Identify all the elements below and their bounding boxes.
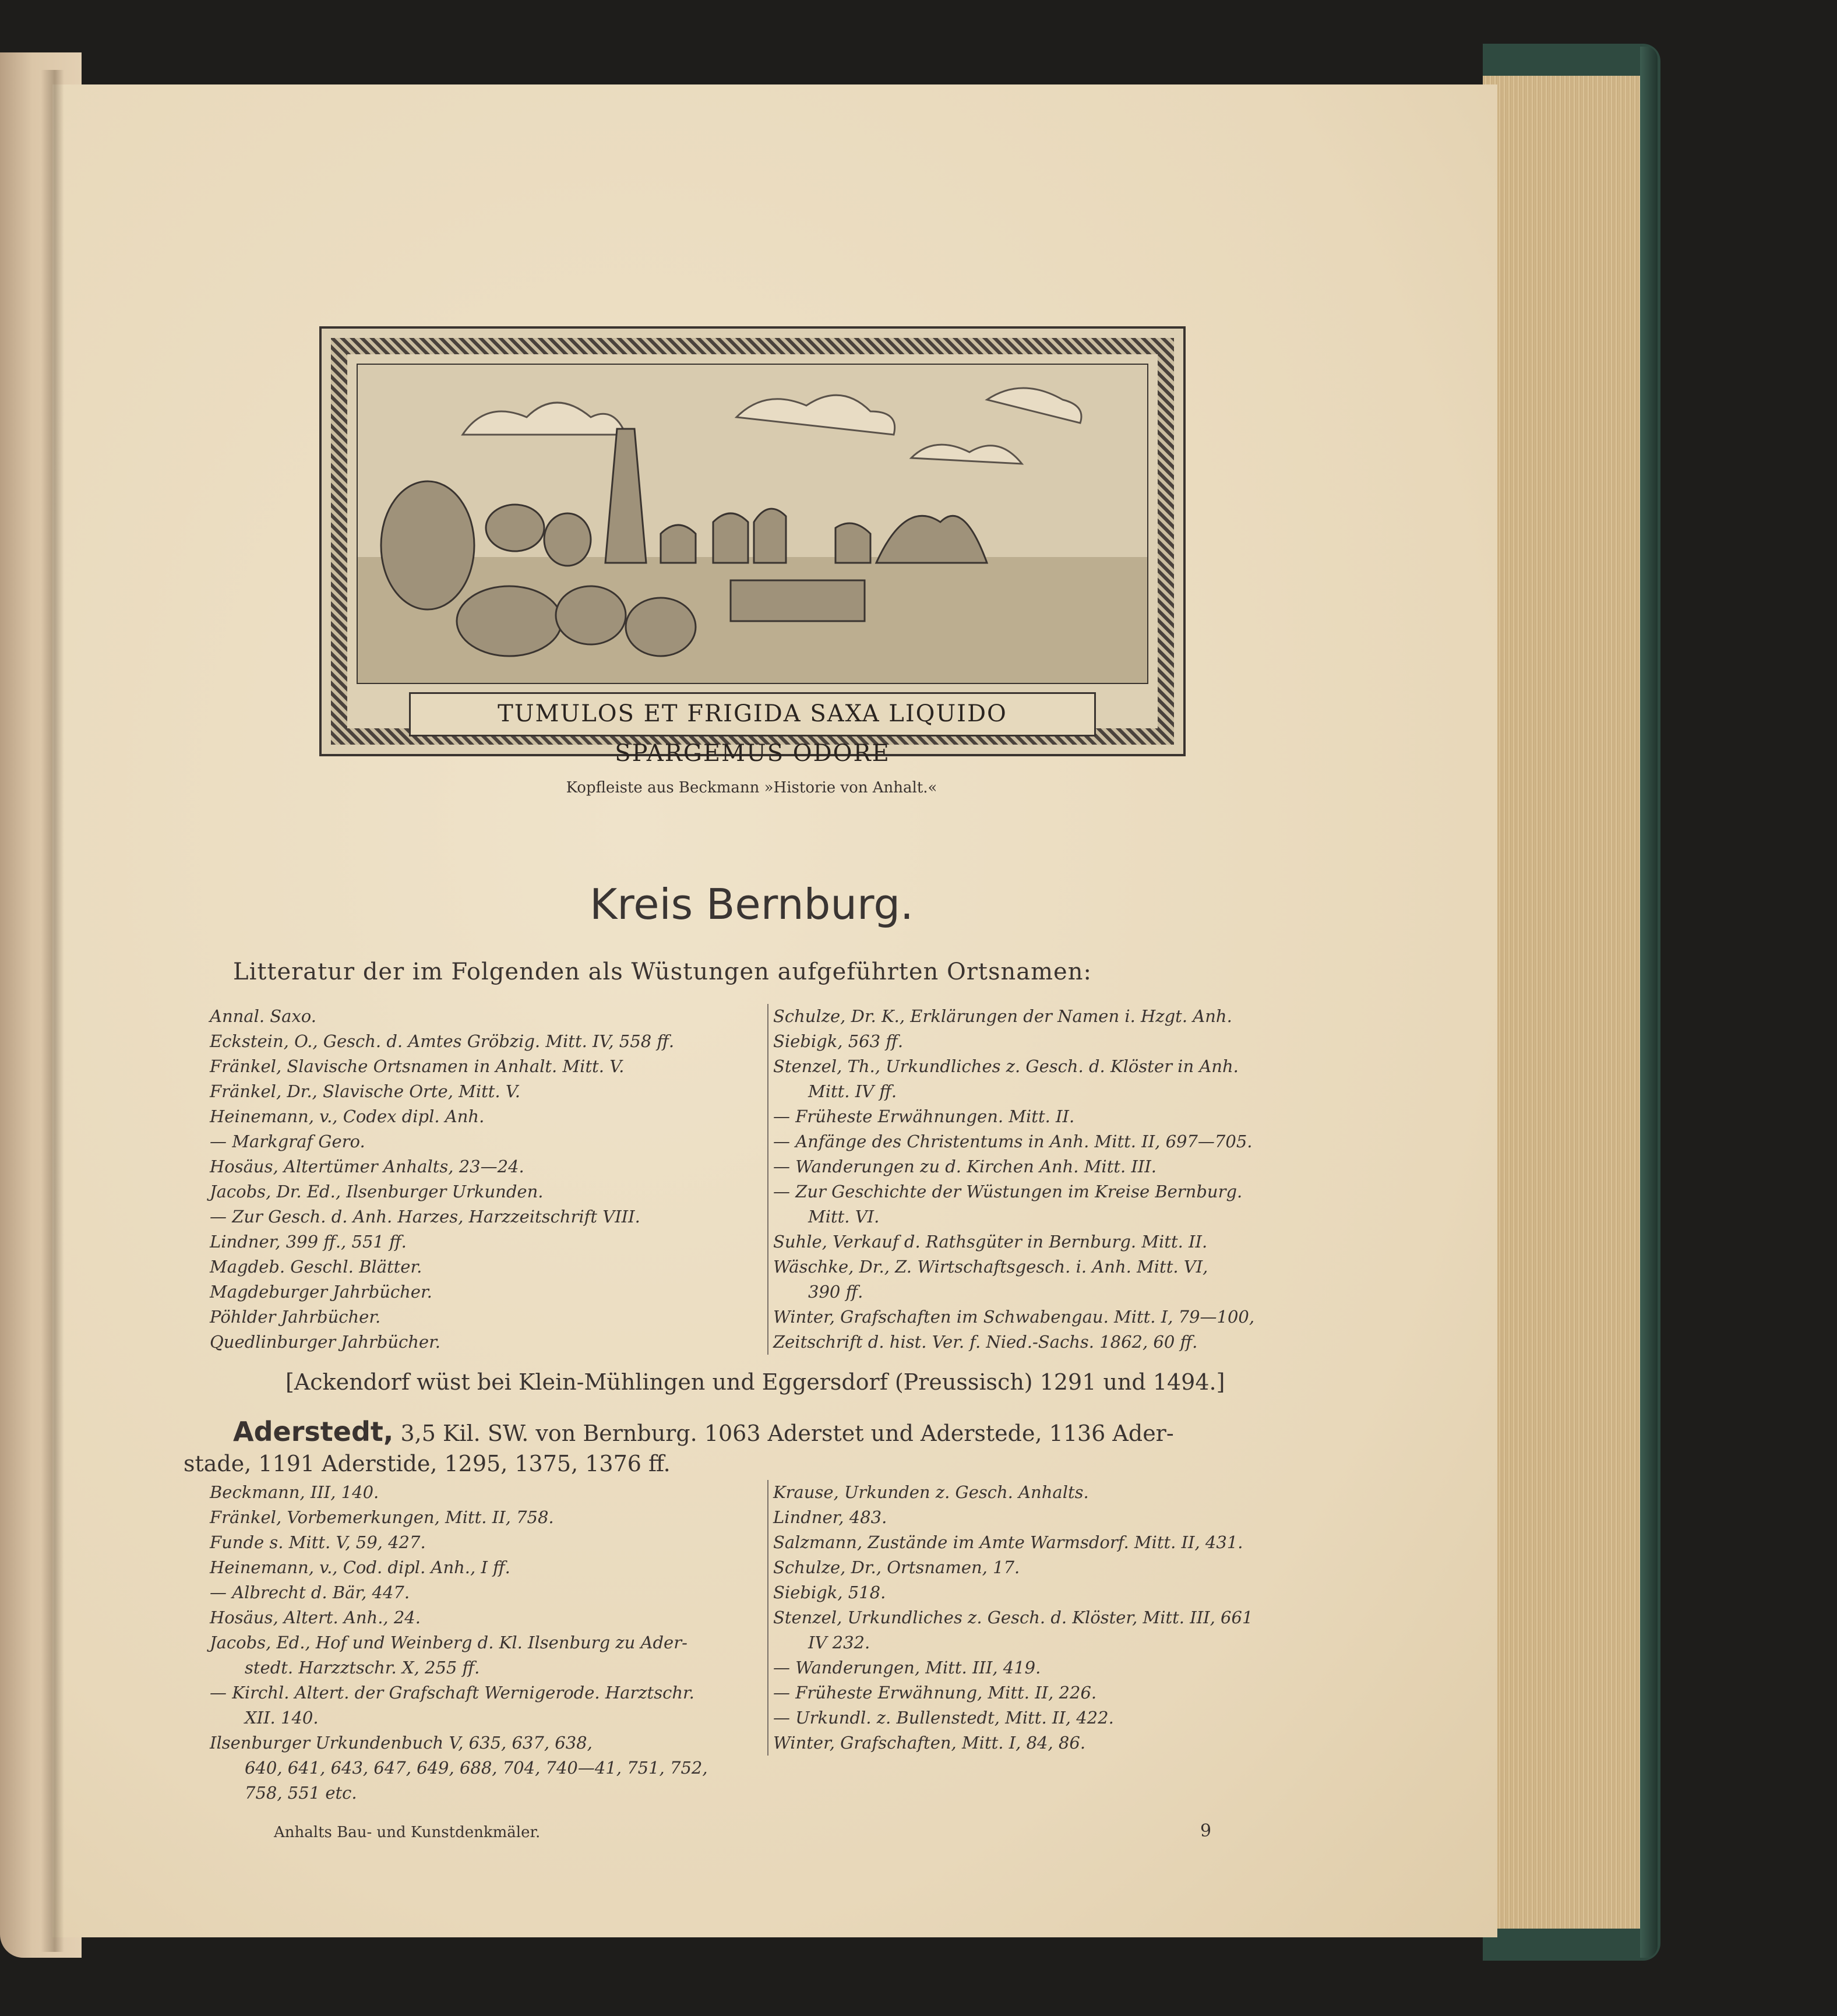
list-item: Hosäus, Altertümer Anhalts, 23—24. — [210, 1157, 524, 1176]
list-item: Magdeburger Jahrbücher. — [210, 1282, 432, 1302]
book-page — [52, 84, 1497, 1937]
ackendorf-entry: [Ackendorf wüst bei Klein-Mühlingen und Eggersdorf (Preussisch) 1291 und 1494.] — [285, 1369, 1225, 1395]
list-item: Pöhlder Jahrbücher. — [210, 1307, 381, 1327]
page-fore-edge — [1483, 76, 1640, 1929]
list-item: 390 ff. — [808, 1282, 863, 1302]
list-item: Funde s. Mitt. V, 59, 427. — [210, 1532, 426, 1552]
list-item: — Wanderungen, Mitt. III, 419. — [773, 1658, 1041, 1677]
list-item: Schulze, Dr. K., Erklärungen der Namen i. Hzgt. Anh. — [773, 1006, 1232, 1026]
list-item: stedt. Harzztschr. X, 255 ff. — [245, 1658, 480, 1677]
list-item: — Wanderungen zu d. Kirchen Anh. Mitt. III. — [773, 1157, 1157, 1176]
list-item: — Urkundl. z. Bullenstedt, Mitt. II, 422. — [773, 1708, 1114, 1728]
aderstedt-sources-left — [210, 1480, 708, 1806]
list-item: Salzmann, Zustände im Amte Warmsdorf. Mitt. II, 431. — [773, 1532, 1243, 1552]
aderstedt-entry-line2: stade, 1191 Aderstide, 1295, 1375, 1376 ff. — [184, 1451, 671, 1476]
page-title: Kreis Bernburg. — [590, 880, 914, 929]
list-item: Siebigk, 518. — [773, 1583, 886, 1602]
list-item: Suhle, Verkauf d. Rathsgüter in Bernburg. Mitt. II. — [773, 1232, 1208, 1252]
list-item: 758, 551 etc. — [245, 1783, 357, 1803]
list-item: — Früheste Erwähnung, Mitt. II, 226. — [773, 1683, 1097, 1703]
literature-list-left — [210, 1004, 674, 1355]
list-item: Quedlinburger Jahrbücher. — [210, 1332, 440, 1352]
aderstedt-entry-line1 — [233, 1416, 1174, 1447]
list-item: Jacobs, Ed., Hof und Weinberg d. Kl. Ilsenburg zu Ader- — [210, 1633, 687, 1652]
engraving-scene — [357, 364, 1148, 684]
list-item: Krause, Urkunden z. Gesch. Anhalts. — [773, 1482, 1089, 1502]
list-item: — Zur Gesch. d. Anh. Harzes, Harzzeitschrift VIII. — [210, 1207, 640, 1226]
list-item: Heinemann, v., Codex dipl. Anh. — [210, 1106, 485, 1126]
aderstedt-sources-right — [767, 1480, 1253, 1756]
aderstedt-text: 3,5 Kil. SW. von Bernburg. 1063 Aderstet und Aderstede, 1136 Ader- — [393, 1421, 1174, 1446]
list-item: Mitt. VI. — [808, 1207, 880, 1226]
list-item: Wäschke, Dr., Z. Wirtschaftsgesch. i. Anh. Mitt. VI, — [773, 1257, 1208, 1277]
page-number: 9 — [1200, 1821, 1212, 1841]
list-item: Magdeb. Geschl. Blätter. — [210, 1257, 422, 1277]
place-name: Aderstedt, — [233, 1416, 394, 1447]
list-item: Fränkel, Dr., Slavische Orte, Mitt. V. — [210, 1081, 520, 1101]
list-item: Winter, Grafschaften im Schwabengau. Mitt. I, 79—100, — [773, 1307, 1255, 1327]
engraving-illustration — [319, 326, 1186, 767]
engraving-motto: TUMULOS ET FRIGIDA SAXA LIQUIDO SPARGEMUS ODORE — [409, 692, 1096, 736]
list-item: — Zur Geschichte der Wüstungen im Kreise Bernburg. — [773, 1182, 1243, 1201]
list-item: Lindner, 483. — [773, 1507, 887, 1527]
list-item: Siebigk, 563 ff. — [773, 1031, 904, 1051]
list-item: Beckmann, III, 140. — [210, 1482, 379, 1502]
list-item: Annal. Saxo. — [210, 1006, 316, 1026]
list-item: — Markgraf Gero. — [210, 1132, 365, 1151]
list-item: Lindner, 399 ff., 551 ff. — [210, 1232, 407, 1252]
literature-heading: Litteratur der im Folgenden als Wüstungen aufgeführten Ortsnamen: — [233, 958, 1092, 985]
list-item: Stenzel, Th., Urkundliches z. Gesch. d. Klöster in Anh. — [773, 1056, 1239, 1076]
list-item: Jacobs, Dr. Ed., Ilsenburger Urkunden. — [210, 1182, 544, 1201]
list-item: Eckstein, O., Gesch. d. Amtes Gröbzig. Mitt. IV, 558 ff. — [210, 1031, 675, 1051]
list-item: Schulze, Dr., Ortsnamen, 17. — [773, 1557, 1020, 1577]
list-item: Winter, Grafschaften, Mitt. I, 84, 86. — [773, 1733, 1086, 1753]
list-item: Stenzel, Urkundliches z. Gesch. d. Klöster, Mitt. III, 661 — [773, 1608, 1253, 1627]
list-item: — Albrecht d. Bär, 447. — [210, 1583, 410, 1602]
list-item: Ilsenburger Urkundenbuch V, 635, 637, 638, — [210, 1733, 593, 1753]
list-item: Fränkel, Slavische Ortsnamen in Anhalt. Mitt. V. — [210, 1056, 625, 1076]
list-item: Mitt. IV ff. — [808, 1081, 897, 1101]
book-cover-edge — [1640, 47, 1658, 1958]
list-item: Heinemann, v., Cod. dipl. Anh., I ff. — [210, 1557, 510, 1577]
illustration-caption: Kopfleiste aus Beckmann »Historie von Anhalt.« — [566, 779, 937, 796]
spine-shadow — [41, 70, 64, 1952]
list-item: — Früheste Erwähnungen. Mitt. II. — [773, 1106, 1075, 1126]
list-item: IV 232. — [808, 1633, 870, 1652]
list-item: Zeitschrift d. hist. Ver. f. Nied.-Sachs. 1862, 60 ff. — [773, 1332, 1198, 1352]
landscape-engraving — [358, 365, 1148, 684]
list-item: — Kirchl. Altert. der Grafschaft Wernigerode. Harztschr. — [210, 1683, 694, 1703]
page-footer: Anhalts Bau- und Kunstdenkmäler. — [274, 1824, 541, 1841]
list-item: — Anfänge des Christentums in Anh. Mitt. II, 697—705. — [773, 1132, 1253, 1151]
list-item: Fränkel, Vorbemerkungen, Mitt. II, 758. — [210, 1507, 554, 1527]
list-item: 640, 641, 643, 647, 649, 688, 704, 740—41, 751, 752, — [245, 1758, 708, 1778]
literature-list-right — [767, 1004, 1254, 1355]
list-item: XII. 140. — [245, 1708, 319, 1728]
list-item: Hosäus, Altert. Anh., 24. — [210, 1608, 421, 1627]
